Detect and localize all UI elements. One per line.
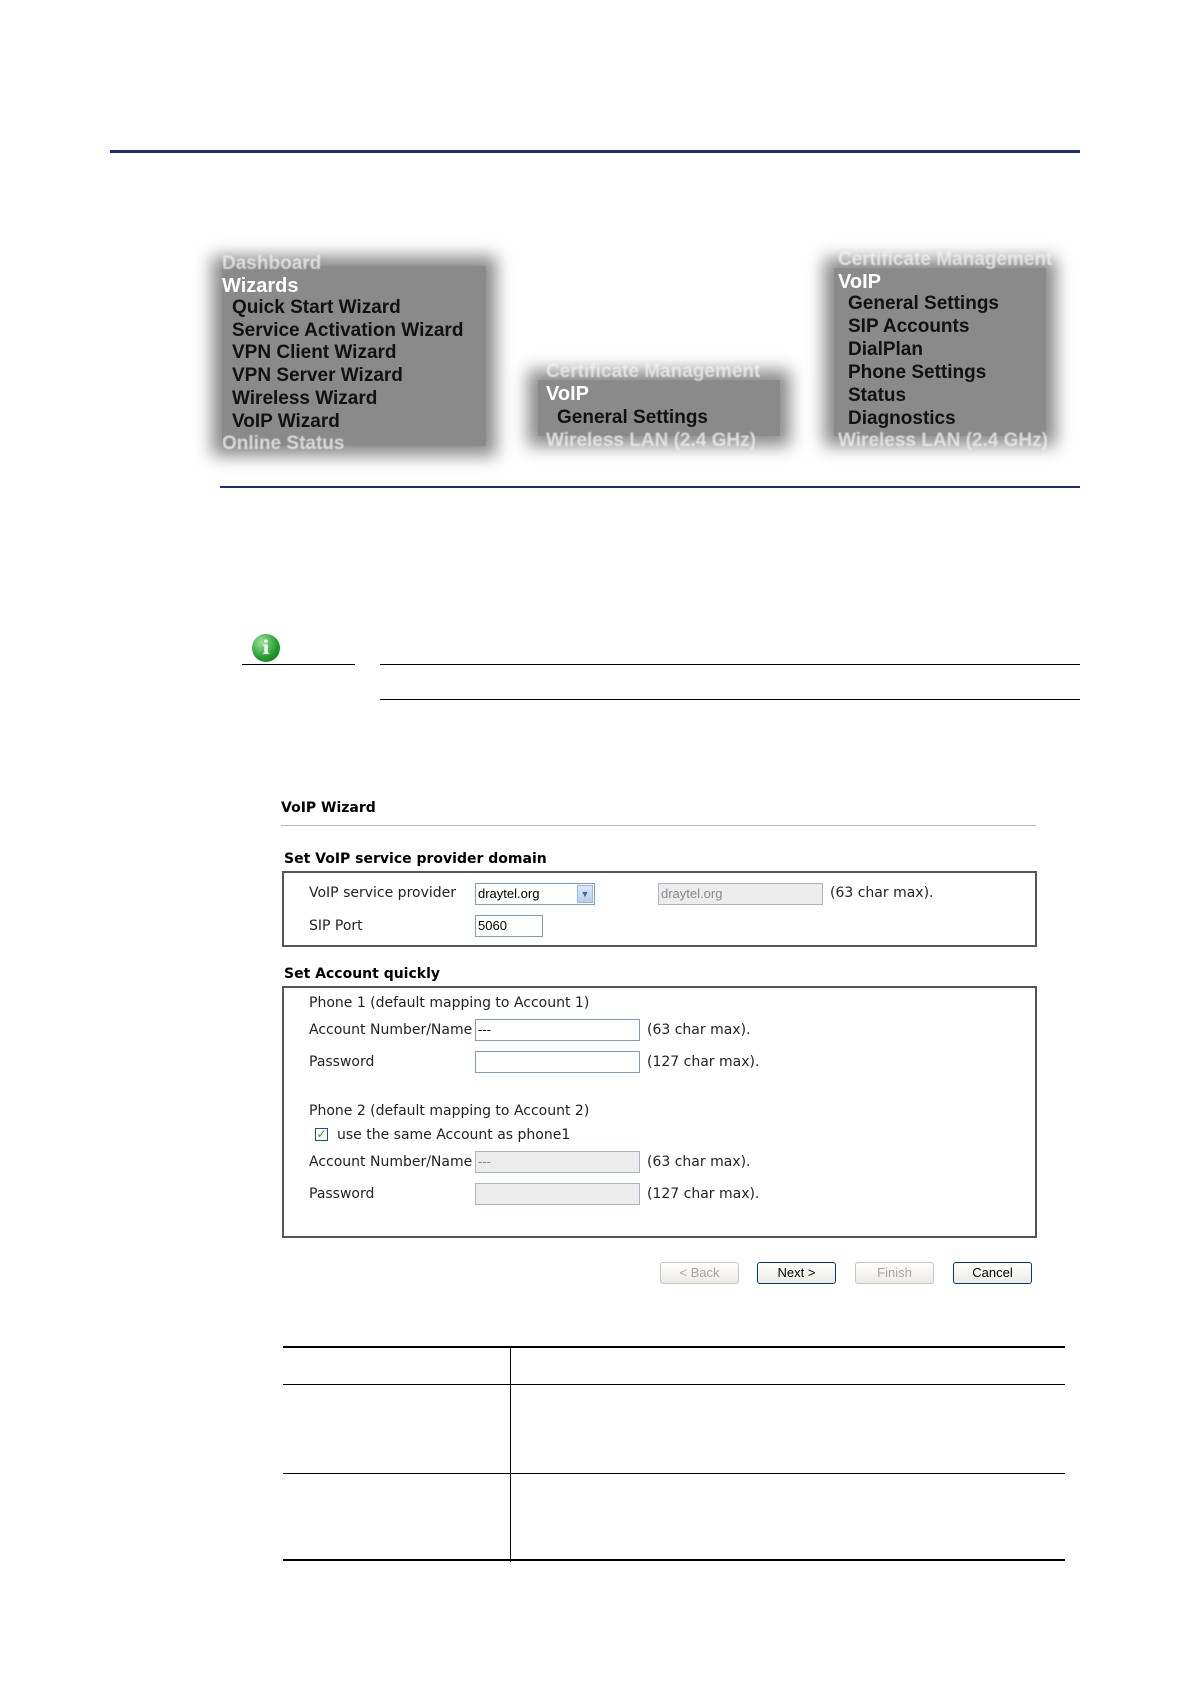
menu-item-status[interactable]: Status — [848, 385, 907, 406]
phone2-password-hint: (127 char max). — [647, 1186, 760, 1202]
note-rule-left — [242, 664, 355, 665]
note-rule-top — [380, 664, 1080, 665]
phone1-account-label: Account Number/Name — [309, 1022, 473, 1038]
table-column-divider — [510, 1346, 511, 1562]
phone2-account-input: --- — [475, 1151, 640, 1173]
phone2-password-label: Password — [309, 1186, 375, 1202]
menu-item-service-activation-wizard[interactable]: Service Activation Wizard — [232, 320, 464, 341]
cancel-button[interactable]: Cancel — [953, 1262, 1032, 1284]
phone2-heading: Phone 2 (default mapping to Account 2) — [309, 1103, 590, 1119]
menu-item-wireless-lan: Wireless LAN (2.4 GHz) — [546, 430, 756, 451]
provider-label: VoIP service provider — [309, 885, 457, 901]
menu-item-voip-wizard[interactable]: VoIP Wizard — [232, 411, 340, 432]
phone2-account-hint: (63 char max). — [647, 1154, 751, 1170]
phone1-password-label: Password — [309, 1054, 375, 1070]
account-section-label: Set Account quickly — [284, 966, 441, 982]
finish-button[interactable]: Finish — [855, 1262, 934, 1284]
menu-item-vpn-server-wizard[interactable]: VPN Server Wizard — [232, 365, 403, 386]
table-header-rule — [283, 1384, 1065, 1385]
phone1-account-hint: (63 char max). — [647, 1022, 751, 1038]
menu-item-diagnostics[interactable]: Diagnostics — [848, 408, 956, 429]
menu-item-sip-accounts[interactable]: SIP Accounts — [848, 316, 970, 337]
menu-item-general-settings[interactable]: General Settings — [557, 407, 708, 428]
same-account-checkbox[interactable]: ✓ — [316, 1127, 327, 1141]
wizard-button-bar — [280, 1262, 1040, 1286]
menu-item-wireless-wizard[interactable]: Wireless Wizard — [232, 388, 378, 409]
top-rule — [110, 150, 1080, 153]
phone2-account-label: Account Number/Name — [309, 1154, 473, 1170]
menu-item-quick-start-wizard[interactable]: Quick Start Wizard — [232, 297, 401, 318]
provider-domain-hint: (63 char max). — [830, 885, 934, 901]
menu-item-phone-settings[interactable]: Phone Settings — [848, 362, 987, 383]
provider-section-box — [282, 871, 1037, 947]
phone1-heading: Phone 1 (default mapping to Account 1) — [309, 995, 590, 1011]
phone2-password-input — [475, 1183, 640, 1205]
back-button[interactable]: < Back — [660, 1262, 739, 1284]
provider-section-label: Set VoIP service provider domain — [284, 851, 547, 867]
sip-port-input[interactable]: 5060 — [475, 915, 543, 937]
wizard-title: VoIP Wizard — [281, 800, 376, 816]
menu-item-certificate-management: Certificate Management — [546, 361, 761, 382]
menu-heading-voip[interactable]: VoIP — [546, 383, 589, 405]
menu-item-certificate-management: Certificate Management — [838, 249, 1053, 270]
note-rule-bottom — [380, 699, 1080, 700]
provider-select[interactable] — [475, 883, 595, 905]
chevron-down-icon[interactable]: ▼ — [577, 885, 593, 903]
voip-expanded-menu-screenshot — [834, 249, 1053, 451]
menu-item-online-status: Online Status — [222, 433, 345, 454]
menu-item-dashboard: Dashboard — [222, 253, 322, 274]
info-icon: i — [252, 634, 280, 662]
description-table — [283, 1346, 1065, 1562]
menu-heading-voip[interactable]: VoIP — [838, 271, 881, 293]
table-row-rule — [283, 1473, 1065, 1474]
menu-item-vpn-client-wizard[interactable]: VPN Client Wizard — [232, 342, 397, 363]
same-account-label: use the same Account as phone1 — [337, 1127, 571, 1143]
provider-domain-field: draytel.org — [658, 883, 823, 905]
menu-heading-wizards[interactable]: Wizards — [222, 275, 299, 297]
wizards-menu-screenshot — [222, 253, 486, 454]
provider-select-value: draytel.org — [478, 886, 540, 901]
phone1-account-input[interactable]: --- — [475, 1019, 640, 1041]
phone1-password-input[interactable] — [475, 1051, 640, 1073]
menu-item-dialplan[interactable]: DialPlan — [848, 339, 923, 360]
phone1-password-hint: (127 char max). — [647, 1054, 760, 1070]
menu-item-general-settings[interactable]: General Settings — [848, 293, 999, 314]
account-section-box — [282, 986, 1037, 1238]
wizard-title-rule — [281, 825, 1036, 826]
next-button[interactable]: Next > — [757, 1262, 836, 1284]
menu-item-wireless-lan: Wireless LAN (2.4 GHz) — [838, 430, 1048, 451]
table-top-rule — [283, 1346, 1065, 1348]
sip-port-label: SIP Port — [309, 918, 363, 934]
section-rule — [220, 486, 1080, 488]
voip-collapsed-menu-screenshot — [538, 361, 780, 451]
table-bottom-rule — [283, 1559, 1065, 1561]
